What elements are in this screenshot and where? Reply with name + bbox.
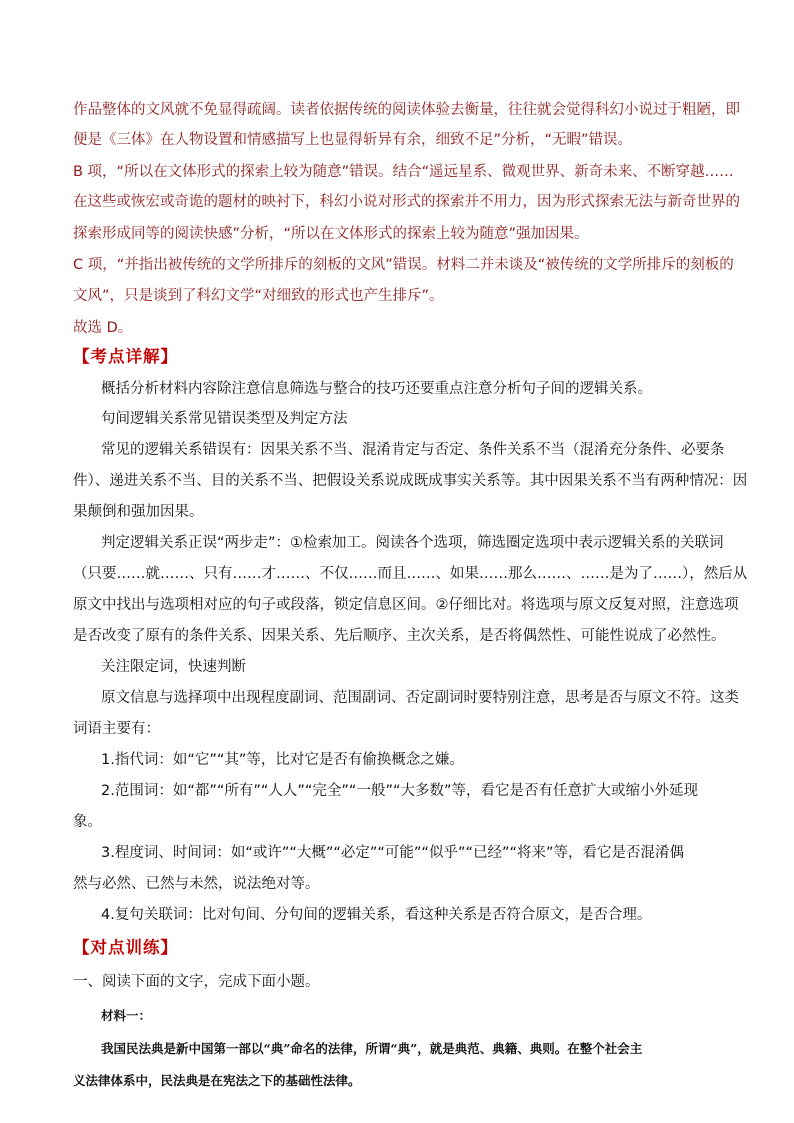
analysis-line-3: B 项，“所以在文体形式的探索上较为随意”错误。结合“遥远星系、微观世界、新奇未来、不断穿越…… [73,164,734,180]
analysis-line-6: C 项，“并指出被传统的文学所排斥的刻板的文风”错误。材料二并未谈及“被传统的文学所排斥的刻板的 [73,257,734,273]
kaodian-para2-line1: 常见的逻辑关系错误有：因果关系不当、混淆肯定与否定、条件关系不当（混淆充分条件、必要条 [101,442,725,458]
kaodian-item-2-line2: 象。 [73,814,102,830]
question-1-prompt: 一、阅读下面的文字，完成下面小题。 [73,974,320,990]
kaodian-intro: 概括分析材料内容除注意信息筛选与整合的技巧还要重点注意分析句子间的逻辑关系。 [101,381,652,397]
kaodian-item-3-line1: 3.程度词、时间词：如“或许”“大概”“必定”“可能”“似乎”“已经”“将来”等，看它是否混淆偶 [101,845,684,861]
analysis-line-1: 作品整体的文风就不免显得疏阔。读者依据传统的阅读体验去衡量，往往就会觉得科幻小说过于粗陋，即 [73,102,740,118]
kaodian-item-3-line2: 然与必然、已然与未然，说法绝对等。 [73,876,320,892]
section-heading-duidian: 【对点训练】 [73,938,178,957]
kaodian-para4-line2: 词语主要有： [73,721,160,737]
kaodian-item-4: 4.复句关联词：比对句间、分句间的逻辑关系，看这种关系是否符合原文，是否合理。 [101,907,652,923]
analysis-line-2: 便是《三体》在人物设置和情感描写上也显得斩异有余，细致不足”分析，“无暇”错误。 [73,132,633,148]
material-line-1: 我国民法典是新中国第一部以“典”命名的法律，所谓“典”，就是典范、典籍、典则。在整个社会主 [101,1041,643,1056]
kaodian-subtitle-2: 关注限定词，快速判断 [101,659,246,675]
kaodian-para4-line1: 原文信息与选择项中出现程度副词、范围副词、否定副词时要特别注意，思考是否与原文不符。这类 [101,690,739,706]
kaodian-subtitle-1: 句间逻辑关系常见错误类型及判定方法 [101,411,348,427]
analysis-answer: 故选 D。 [73,320,133,336]
kaodian-para2-line2: 件）、递进关系不当、目的关系不当、把假设关系说成既成事实关系等。其中因果关系不当有两种情况：因 [73,473,748,489]
kaodian-para3-line1: 判定逻辑关系正误“两步走”：①检索加工。阅读各个选项，筛选圈定选项中表示逻辑关系的关联词 [101,535,724,551]
kaodian-para2-line3: 果颠倒和强加因果。 [73,504,204,520]
analysis-line-5: 探索形成同等的阅读快感”分析，“所以在文体形式的探索上较为随意”强加因果。 [73,226,589,242]
analysis-line-4: 在这些或恢宏或奇诡的题材的映衬下，科幻小说对形式的探索并不用力，因为形式探索无法与新奇世界的 [73,194,740,210]
material-label: 材料一： [101,1008,152,1023]
kaodian-para3-line3: 原文中找出与选项相对应的句子或段落，锁定信息区间。②仔细比对。将选项与原文反复对照，注意选项 [73,597,739,613]
analysis-line-7: 文风”，只是谈到了科幻文学“对细致的形式也产生排斥”。 [73,288,444,304]
kaodian-item-1: 1.指代词：如“它”“其”等，比对它是否有偷换概念之嫌。 [101,752,464,768]
material-line-2: 义法律体系中，民法典是在宪法之下的基础性法律。 [73,1073,361,1088]
kaodian-item-2-line1: 2.范围词：如“都”“所有”“人人”“完全”“一般”“大多数”等，看它是否有任意扩大或缩小外延现 [101,783,698,799]
kaodian-para3-line4: 是否改变了原有的条件关系、因果关系、先后顺序、主次关系，是否将偶然性、可能性说成了必然性。 [73,628,726,644]
section-heading-kaodian: 【考点详解】 [73,347,178,366]
kaodian-para3-line2: （只要……就……、只有……才……、不仅……而且……、如果……那么……、……是为了……），然后从 [73,566,748,582]
